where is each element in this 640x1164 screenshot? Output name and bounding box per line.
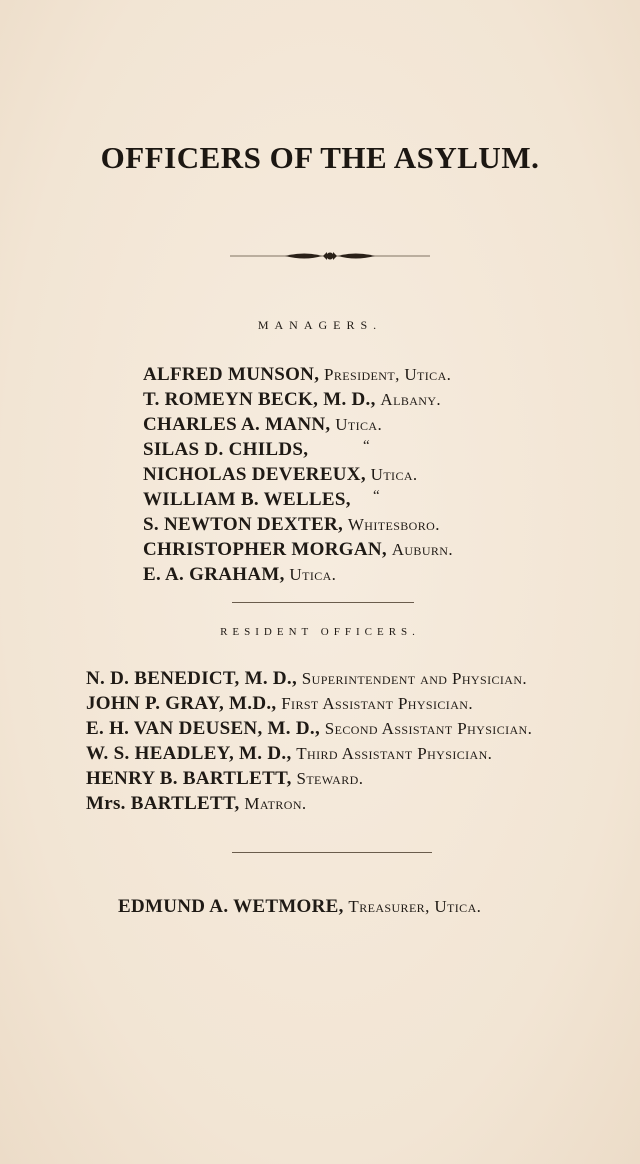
officer-entry	[86, 693, 473, 715]
officer-name: W. S. HEADLEY, M. D.,	[86, 743, 292, 764]
manager-name: NICHOLAS DEVEREUX,	[143, 464, 366, 485]
officer-role: Third Assistant Physician.	[296, 744, 493, 763]
officer-role: Steward.	[296, 769, 364, 788]
manager-entry	[143, 439, 308, 461]
manager-entry	[143, 464, 418, 486]
ornament-divider-icon	[230, 248, 430, 264]
ditto-mark: “	[373, 488, 380, 504]
officer-entry	[86, 668, 527, 690]
manager-role: Auburn.	[391, 540, 454, 559]
manager-entry	[143, 414, 382, 436]
section-divider	[232, 602, 414, 603]
manager-role: Albany.	[380, 390, 442, 409]
officer-entry	[86, 768, 363, 790]
manager-role: Utica.	[289, 565, 337, 584]
officer-entry	[86, 743, 492, 765]
manager-name: CHARLES A. MANN,	[143, 414, 331, 435]
page-title: OFFICERS OF THE ASYLUM.	[100, 140, 540, 175]
officer-role: Superintendent and Physician.	[301, 669, 528, 688]
manager-name: ALFRED MUNSON,	[143, 364, 320, 385]
manager-role: Utica.	[335, 415, 383, 434]
managers-heading: MANAGERS.	[257, 318, 383, 332]
manager-name: E. A. GRAHAM,	[143, 564, 285, 585]
officer-role: Second Assistant Physician.	[324, 719, 533, 738]
manager-entry	[143, 489, 351, 511]
manager-role: Whitesboro.	[347, 515, 440, 534]
treasurer-entry	[118, 896, 481, 918]
section-divider	[232, 852, 432, 853]
manager-name: CHRISTOPHER MORGAN,	[143, 539, 387, 560]
officer-name: Mrs. BARTLETT,	[86, 793, 240, 814]
officer-entry	[86, 718, 532, 740]
officer-entry	[86, 793, 307, 815]
manager-entry	[143, 539, 453, 561]
officer-role: First Assistant Physician.	[281, 694, 473, 713]
manager-role: President, Utica.	[324, 365, 452, 384]
manager-entry	[143, 564, 336, 586]
officer-role: Matron.	[244, 794, 307, 813]
treasurer-name: EDMUND A. WETMORE,	[118, 896, 344, 917]
manager-name: T. ROMEYN BECK, M. D.,	[143, 389, 376, 410]
officer-name: HENRY B. BARTLETT,	[86, 768, 292, 789]
manager-role: Utica.	[370, 465, 418, 484]
manager-name: S. NEWTON DEXTER,	[143, 514, 344, 535]
manager-name: WILLIAM B. WELLES,	[143, 489, 351, 510]
manager-entry	[143, 364, 451, 386]
treasurer-role: Treasurer, Utica.	[348, 897, 482, 916]
officer-name: N. D. BENEDICT, M. D.,	[86, 668, 298, 689]
resident-officers-heading: RESIDENT OFFICERS.	[220, 626, 420, 638]
ditto-mark: “	[363, 438, 370, 454]
manager-name: SILAS D. CHILDS,	[143, 439, 309, 460]
officer-name: E. H. VAN DEUSEN, M. D.,	[86, 718, 321, 739]
manager-entry	[143, 514, 440, 536]
manager-entry	[143, 389, 441, 411]
officer-name: JOHN P. GRAY, M.D.,	[86, 693, 277, 714]
